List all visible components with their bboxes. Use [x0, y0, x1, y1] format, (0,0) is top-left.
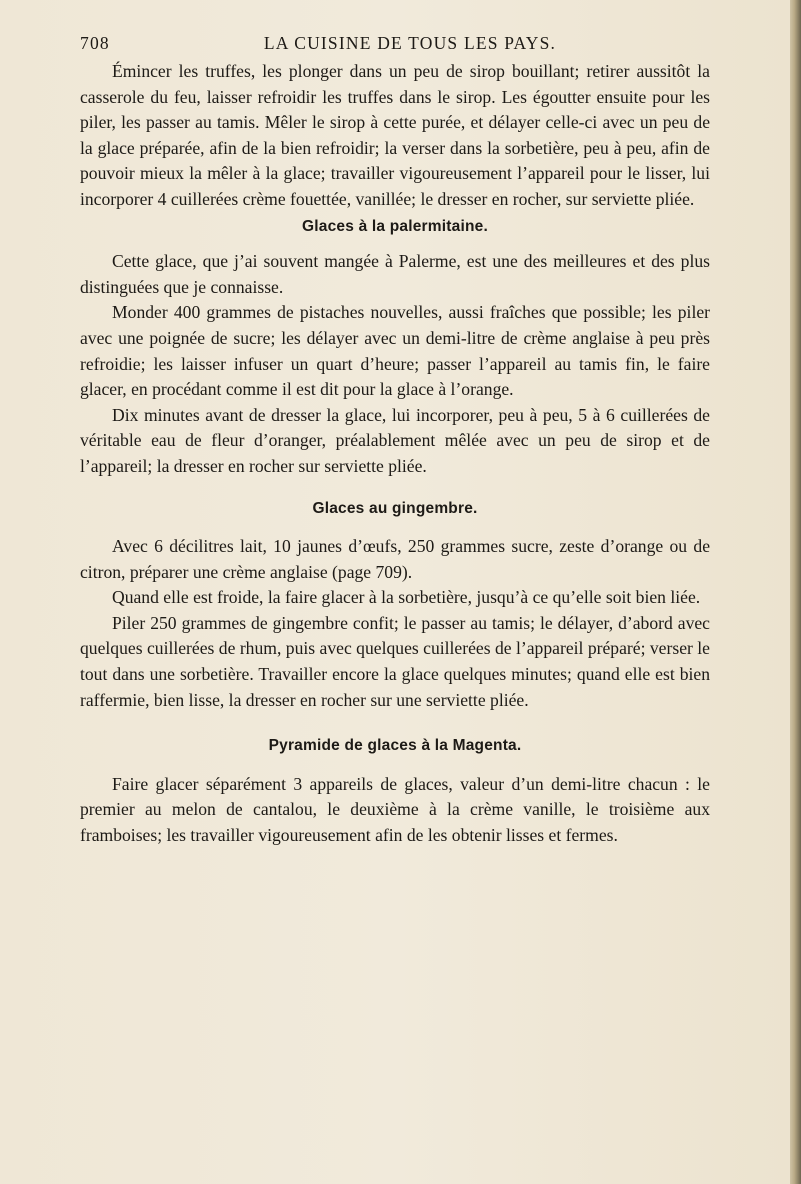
page-header	[80, 33, 710, 55]
paragraph-truffles-instructions: Émincer les truffes, les plonger dans un peu de sirop bouillant; retirer aussitôt la casserole du feu, laisser refroidir les truffes dans le sirop. Les égoutter ensuite pour les piler, les passer au tamis. Mêler le sirop à cette purée, et délayer celle-ci avec un peu de la glace préparée, afin de la bien refroidir; la verser dans la sorbetière, peu à peu, afin de pouvoir mieux la mêler à la glace; travailler vigoureusement l’appareil pour le lisser, lui incorporer 4 cuillerées crème fouettée, vanillée; le dresser en rocher, sur serviette pliée.	[80, 61, 710, 209]
paragraph-magenta-method: Faire glacer séparément 3 appareils de glaces, valeur d’un demi-litre chacun : le premier au melon de cantalou, le deuxième à la crème vanille, le troisième aux framboises; les travailler vigoureusement afin de les obtenir lisses et fermes.	[80, 773, 710, 846]
page-edge-shadow	[790, 0, 801, 1184]
section-heading-palermitaine: Glaces à la palermitaine.	[302, 217, 488, 235]
page-number: 708	[80, 33, 110, 53]
paragraph-palermitaine-intro: Cette glace, que j’ai souvent mangée à Palerme, est une des meilleures et des plus distinguées que je connaisse.	[80, 251, 710, 297]
paragraph-palermitaine-finish: Dix minutes avant de dresser la glace, lui incorporer, peu à peu, 5 à 6 cuillerées de véritable eau de fleur d’oranger, préalablement mêlée avec un peu de sirop et de l’appareil; la dresser en rocher sur serviette pliée.	[80, 404, 710, 476]
running-title: LA CUISINE DE TOUS LES PAYS.	[263, 33, 557, 53]
paragraph-gingembre-glacer: Quand elle est froide, la faire glacer à la sorbetière, jusqu’à ce qu’elle soit bien liée.	[112, 587, 701, 608]
section-heading-gingembre: Glaces au gingembre.	[312, 499, 478, 517]
paragraph-gingembre-creme: Avec 6 décilitres lait, 10 jaunes d’œufs, 250 grammes sucre, zeste d’orange ou de citron, préparer une crème anglaise (page 709).	[80, 536, 710, 582]
paragraph-gingembre-method: Piler 250 grammes de gingembre confit; le passer au tamis; le délayer, d’abord avec quelques cuillerées de rhum, puis avec quelques cuillerées de l’appareil préparé; verser le tout dans une sorbetière. Travailler encore la glace quelques minutes; quand elle est bien raffermie, bien lisse, la dresser en rocher sur une serviette pliée.	[80, 612, 710, 710]
page-body	[80, 59, 710, 849]
section-heading-magenta: Pyramide de glaces à la Magenta.	[268, 737, 522, 755]
paragraph-palermitaine-method: Monder 400 grammes de pistaches nouvelles, aussi fraîches que possible; les piler avec une poignée de sucre; les délayer avec un demi-litre de crème anglaise à peu près refroidie; les laisser infuser un quart d’heure; passer l’appareil au tamis fin, le faire glacer, en procédant comme il est dit pour la glace à l’orange.	[80, 302, 710, 400]
